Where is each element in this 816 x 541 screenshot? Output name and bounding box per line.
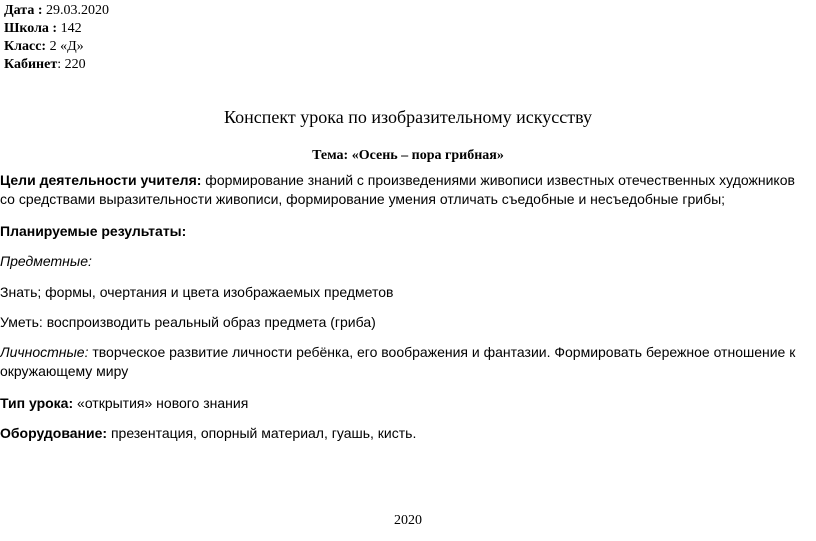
lesson-type xyxy=(0,394,800,413)
date-line xyxy=(4,2,109,20)
equipment xyxy=(0,424,800,443)
room-value: : 220 xyxy=(57,57,86,72)
lesson-type-text: «открытия» нового знания xyxy=(73,395,249,411)
can-item: Уметь: воспроизводить реальный образ предмета (гриба) xyxy=(0,314,376,330)
school-line xyxy=(4,20,109,38)
room-label: Кабинет xyxy=(4,57,58,72)
lesson-type-label: Тип урока: xyxy=(0,395,74,411)
teacher-goals-text: формирование знаний с произведениями живописи известных отечественных художников со средствами выразительности живописи, формирование умения отличать съедобные и несъедобные грибы; xyxy=(0,172,795,207)
subject-results-heading: Предметные: xyxy=(0,253,92,269)
equipment-label: Оборудование: xyxy=(0,425,108,441)
header-info xyxy=(4,2,109,74)
school-label: Школа : xyxy=(4,21,58,36)
lesson-topic: Тема: «Осень – пора грибная» xyxy=(312,148,504,163)
school-value: 142 xyxy=(60,21,82,36)
personal-results-text: творческое развитие личности ребёнка, его воображения и фантазии. Формировать бережное отношение к окружающему миру xyxy=(0,344,796,379)
teacher-goals xyxy=(0,171,800,209)
document-title: Конспект урока по изобразительному искусству xyxy=(224,107,592,127)
know-item: Знать; формы, очертания и цвета изображаемых предметов xyxy=(0,284,394,300)
planned-results-heading: Планируемые результаты: xyxy=(0,223,187,239)
room-line xyxy=(4,56,109,74)
equipment-text: презентация, опорный материал, гуашь, кисть. xyxy=(107,425,417,441)
footer-year: 2020 xyxy=(394,513,422,528)
date-value: 29.03.2020 xyxy=(45,3,109,18)
class-value: 2 «Д» xyxy=(49,39,84,54)
personal-results-label: Личностные: xyxy=(0,344,89,360)
personal-results xyxy=(0,343,800,381)
class-label: Класс: xyxy=(4,39,47,54)
class-line xyxy=(4,38,109,56)
teacher-goals-label: Цели деятельности учителя: xyxy=(0,172,202,188)
date-label: Дата : xyxy=(4,3,43,18)
